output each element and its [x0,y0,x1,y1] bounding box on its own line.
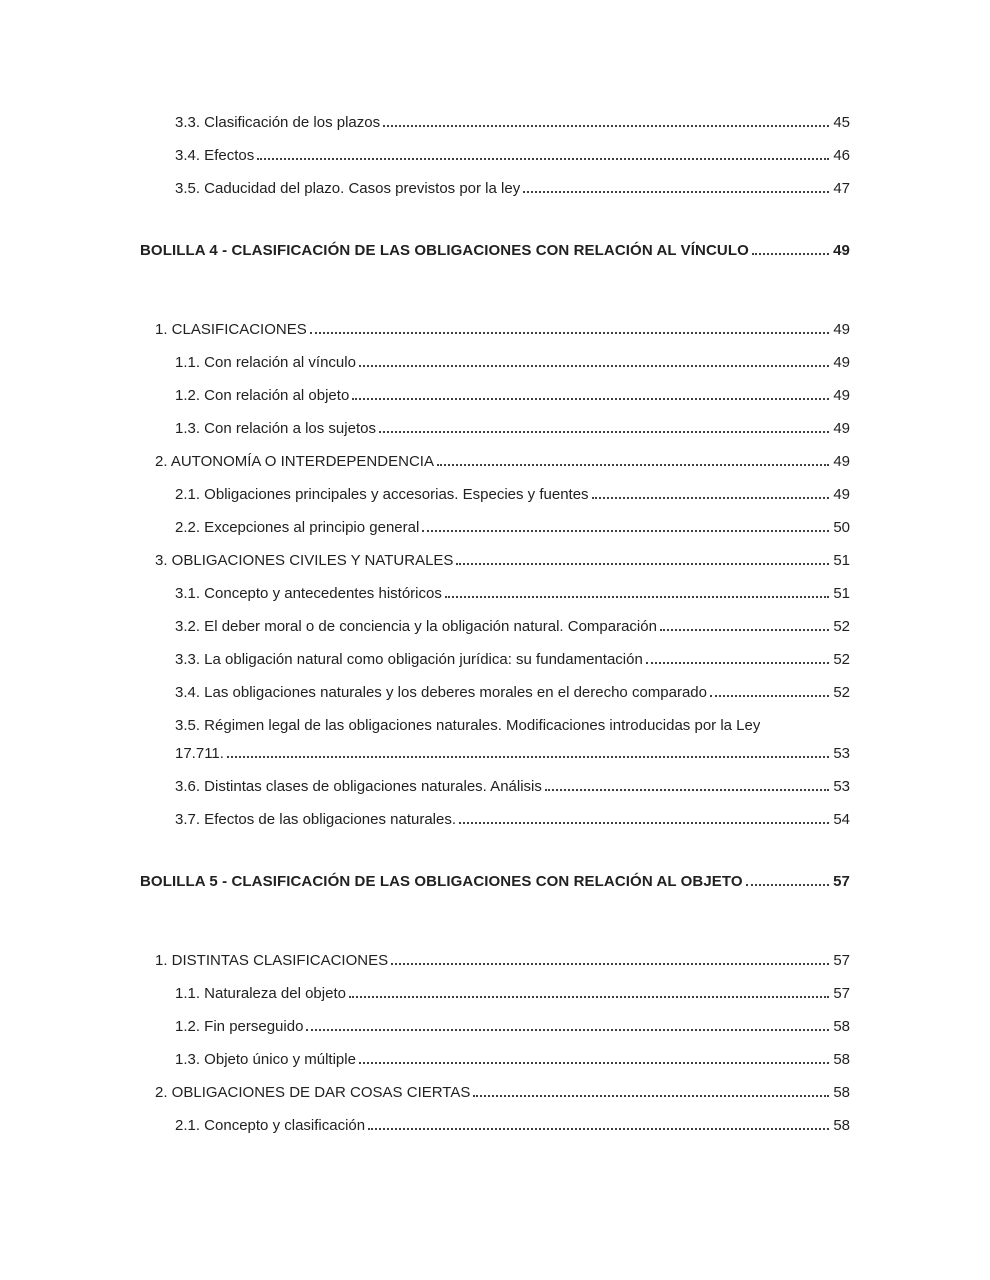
toc-entry-label: 3. OBLIGACIONES CIVILES Y NATURALES [155,552,454,569]
toc-entry-label: 3.3. Clasificación de los plazos [175,114,381,131]
toc-entry-label: 2.2. Excepciones al principio general [175,519,420,536]
toc-entry-page-number: 49 [833,354,850,371]
toc-dot-leader [227,756,829,758]
toc-entry-page-number: 52 [833,651,850,668]
toc-dot-leader [473,1095,829,1097]
toc-entry-page-number: 52 [833,618,850,635]
toc-dot-leader [710,695,829,697]
toc-dot-leader [391,963,829,965]
toc-entry-page-number: 46 [833,147,850,164]
toc-dot-leader [660,629,829,631]
toc-entry-label: 1.3. Con relación a los sujetos [175,420,376,437]
toc-entry-page-number: 49 [833,453,850,470]
toc-entry-page-number: 57 [833,985,850,1002]
toc-entry-label: 3.2. El deber moral o de conciencia y la obligación natural. Comparación [175,618,657,635]
toc-entry-label: 1.1. Naturaleza del objeto [175,985,346,1002]
toc-entry-label: 3.5. Régimen legal de las obligaciones naturales. Modificaciones introducidas por la Ley [175,717,761,734]
toc-dot-leader [646,662,830,664]
toc-entry [140,1116,850,1135]
toc-entry-page-number: 58 [833,1051,850,1068]
toc-entry [140,386,850,405]
toc-entry [140,984,850,1003]
toc-entry [140,683,850,702]
toc-entry-label: 2.1. Concepto y clasificación [175,1117,366,1134]
toc-dot-leader [456,563,829,565]
toc-heading-label: BOLILLA 5 - CLASIFICACIÓN DE LAS OBLIGACIONES CON RELACIÓN AL OBJETO [140,873,743,890]
toc-dot-leader [746,884,829,886]
toc-dot-leader [352,398,829,400]
toc-entry [140,951,850,970]
toc-dot-leader [368,1128,829,1130]
toc-entry-label: 1. DISTINTAS CLASIFICACIONES [155,952,389,969]
toc-entry-page-number: 45 [833,114,850,131]
toc-entry [140,419,850,438]
toc-entry [140,518,850,537]
toc-entry [140,353,850,372]
toc-entry [140,320,850,339]
toc-entry-page-number: 50 [833,519,850,536]
toc-entry-page-number: 47 [833,180,850,197]
toc-heading-label: BOLILLA 4 - CLASIFICACIÓN DE LAS OBLIGACIONES CON RELACIÓN AL VÍNCULO [140,242,749,259]
toc-entry-page-number: 49 [833,420,850,437]
toc-entry-page-number: 51 [833,552,850,569]
toc-entry-page-number: 58 [833,1018,850,1035]
toc-dot-leader [383,125,829,127]
toc-entry-page-number: 52 [833,684,850,701]
toc-dot-leader [349,996,829,998]
toc-entry-label: 1.2. Fin perseguido [175,1018,304,1035]
toc-entry-page-number: 58 [833,1084,850,1101]
toc-entry-label: 3.7. Efectos de las obligaciones naturales. [175,811,457,828]
toc-dot-leader [545,789,829,791]
toc-entry [140,777,850,796]
toc-entry-label: 3.4. Las obligaciones naturales y los deberes morales en el derecho comparado [175,684,707,701]
toc-entry-page-number: 53 [833,778,850,795]
toc-entry-page-number: 53 [833,745,850,762]
toc-dot-leader [752,253,829,255]
toc-entry-label: 1. CLASIFICACIONES [155,321,307,338]
toc-section-heading [140,872,850,891]
toc-entry-label: 1.2. Con relación al objeto [175,387,350,404]
toc-entry-label: 3.4. Efectos [175,147,255,164]
toc-entry-label: 3.5. Caducidad del plazo. Casos previstos por la ley [175,180,521,197]
toc-entry-label: 2.1. Obligaciones principales y accesorias. Especies y fuentes [175,486,589,503]
toc-entry [140,650,850,669]
toc-entry [140,617,850,636]
toc-entry-label: 1.1. Con relación al vínculo [175,354,356,371]
toc-entry-page-number: 49 [833,242,850,259]
toc-entry-label: 3.1. Concepto y antecedentes históricos [175,585,442,602]
toc-dot-leader [306,1029,829,1031]
toc-entry-label: 2. AUTONOMÍA O INTERDEPENDENCIA [155,453,434,470]
toc-entry [140,716,850,735]
toc-entry [140,1050,850,1069]
toc-entry [140,584,850,603]
toc-dot-leader [379,431,829,433]
toc-entry [140,485,850,504]
toc-entry-page-number: 51 [833,585,850,602]
toc-dot-leader [359,1062,829,1064]
table-of-contents [140,113,850,1135]
toc-entry-page-number: 57 [833,873,850,890]
toc-entry-page-number: 57 [833,952,850,969]
toc-entry [140,452,850,471]
toc-entry [140,1083,850,1102]
toc-entry [140,744,850,763]
toc-entry-label: 3.3. La obligación natural como obligación jurídica: su fundamentación [175,651,643,668]
toc-entry-page-number: 49 [833,387,850,404]
toc-dot-leader [359,365,829,367]
toc-entry-page-number: 49 [833,486,850,503]
toc-dot-leader [422,530,829,532]
toc-entry [140,179,850,198]
toc-dot-leader [459,822,829,824]
toc-dot-leader [445,596,829,598]
toc-entry [140,113,850,132]
toc-entry [140,810,850,829]
toc-entry-label: 17.711. [175,745,224,762]
toc-section-heading [140,241,850,260]
toc-entry-page-number: 49 [833,321,850,338]
toc-dot-leader [523,191,829,193]
toc-entry [140,551,850,570]
toc-entry-page-number: 58 [833,1117,850,1134]
toc-dot-leader [257,158,829,160]
toc-dot-leader [592,497,830,499]
toc-entry-label: 1.3. Objeto único y múltiple [175,1051,356,1068]
toc-entry [140,1017,850,1036]
toc-entry [140,146,850,165]
toc-entry-label: 2. OBLIGACIONES DE DAR COSAS CIERTAS [155,1084,471,1101]
toc-entry-page-number: 54 [833,811,850,828]
toc-dot-leader [437,464,829,466]
toc-entry-label: 3.6. Distintas clases de obligaciones naturales. Análisis [175,778,542,795]
toc-dot-leader [310,332,830,334]
